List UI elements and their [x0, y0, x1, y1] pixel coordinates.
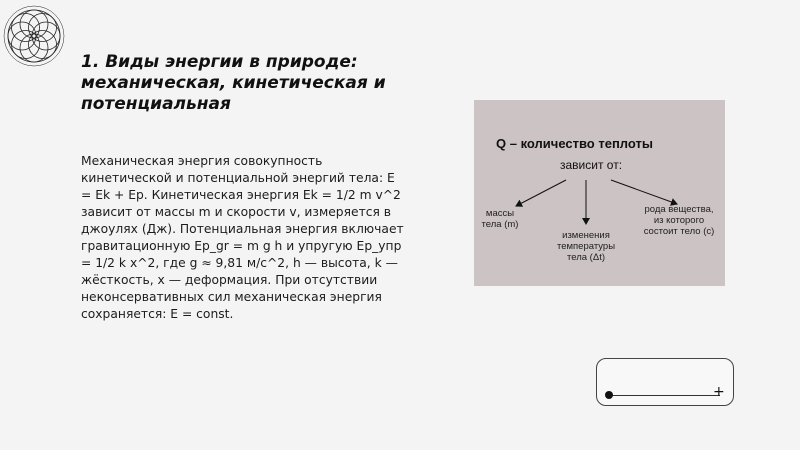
media-player-widget[interactable] — [596, 358, 734, 406]
heat-quantity-diagram — [474, 100, 725, 286]
arrow-to-substance — [611, 180, 677, 204]
diagram-label-mass: массы тела (m) — [481, 208, 519, 230]
progress-track[interactable] — [609, 395, 720, 396]
diagram-label-temperature: изменения температуры тела (Δt) — [556, 230, 616, 263]
diagram-title: Q – количество теплоты — [496, 136, 653, 151]
diagram-depends-label: зависит от: — [560, 158, 623, 172]
title-line: потенциальная — [81, 94, 231, 114]
diagram-label-substance: рода вещества, из которого состоит тело (c) — [643, 204, 715, 237]
slide-body-text: Механическая энергия совокупность кинетической и потенциальной энергий тела: E = Ek + Ep. Кинетическая энергия Ek = 1/2 m v^2 зависит от массы m и скорости v, измеряется в джоулях (Дж). Потенциальная энергия включает гравитационную Ep_gr = m g h и упругую Ep_упр = 1/2 k x^2, где g ≈ 9,81 м/с^2, h — высота, k — жёсткость, x — деформация. При отсутствии неконсервативных сил механическая энергия сохраняется: E = const. — [81, 154, 404, 321]
decorative-logo-icon — [2, 4, 66, 68]
progress-handle[interactable] — [605, 391, 613, 399]
arrow-to-mass — [516, 180, 566, 206]
slide-title — [81, 52, 411, 115]
plus-icon[interactable]: + — [713, 384, 725, 400]
title-line: механическая, кинетическая и — [81, 73, 386, 93]
title-line: 1. Виды энергии в природе: — [81, 52, 358, 72]
